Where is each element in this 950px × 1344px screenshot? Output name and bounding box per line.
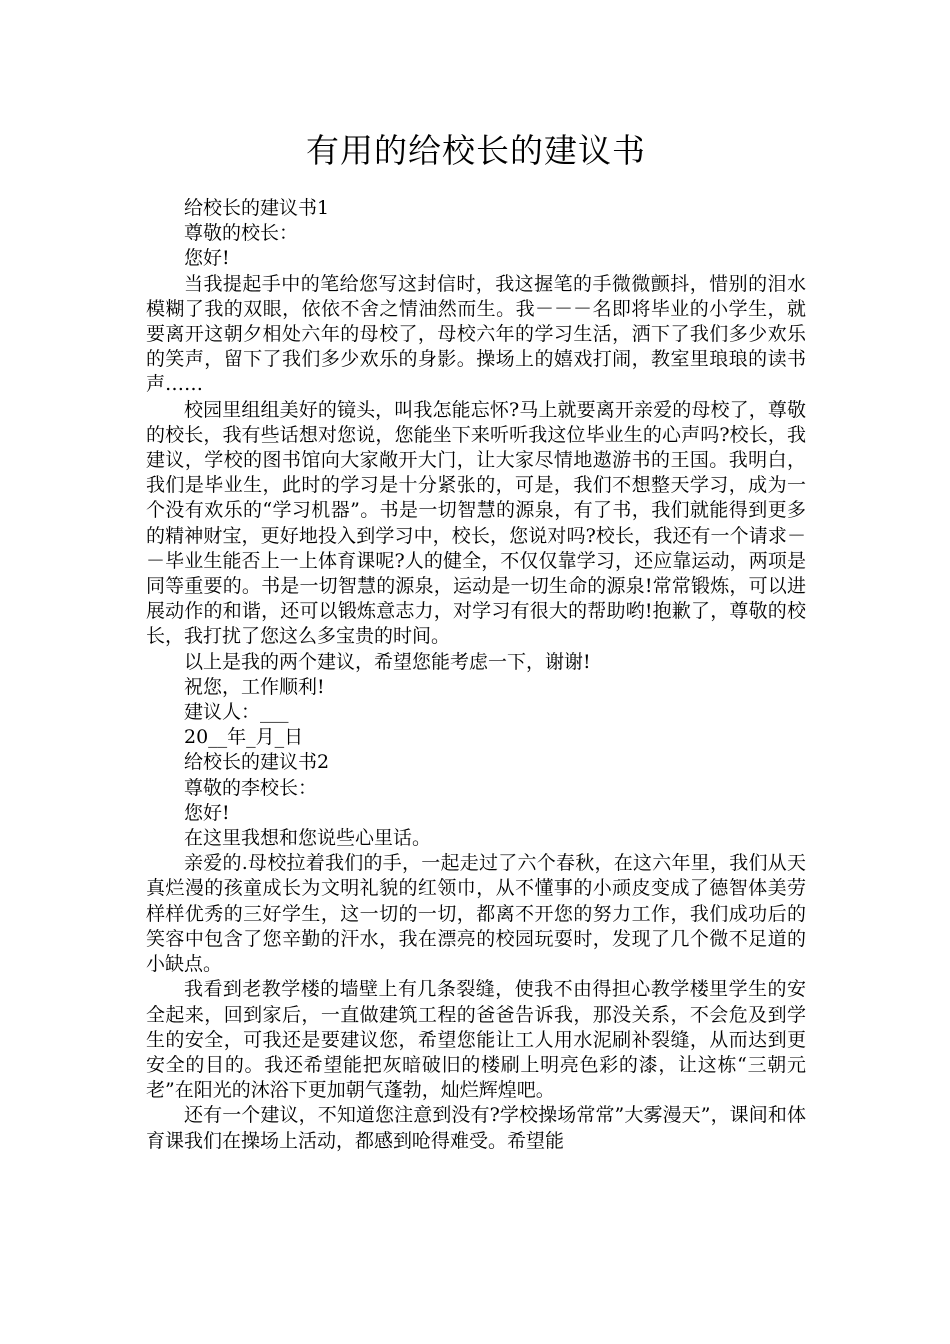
date-line: 20__年_月_日	[184, 726, 304, 749]
greeting: 您好!	[184, 801, 230, 824]
document-title: 有用的给校长的建议书	[306, 131, 646, 170]
salutation: 尊敬的校长：	[184, 222, 299, 245]
paragraph: 在这里我想和您说些心里话。	[184, 827, 432, 850]
paragraph: 以上是我的两个建议，希望您能考虑一下，谢谢!	[184, 650, 591, 673]
section-heading: 给校长的建议书1	[184, 197, 330, 219]
paragraph: 我看到老教学楼的墙壁上有几条裂缝，使我不由得担心教学楼里学生的安全起来，回到家后，一直做建筑工程的爸爸告诉我，那没关系，不会危及到学生的安全，可我还是要建议您，希望您能让工人用水泥刷补裂缝，从而达到更安全的目的。我还希望能把灰暗破旧的楼刷上明亮色彩的漆，让这栋“三朝元老”在阳光的沐浴下更加朝气蓬勃，灿烂辉煌吧。	[146, 978, 806, 1102]
paragraph: 还有一个建议，不知道您注意到没有?学校操场常常”大雾漫天”，课间和体育课我们在操场上活动，都感到呛得难受。希望能	[146, 1104, 806, 1152]
signature-line: 建议人：___	[184, 701, 289, 724]
document-body	[146, 196, 806, 1154]
salutation: 尊敬的李校长：	[184, 776, 318, 799]
paragraph: 亲爱的.母校拉着我们的手，一起走过了六个春秋，在这六年里，我们从天真烂漫的孩童成长为文明礼貌的红领巾，从不懂事的小顽皮变成了德智体美劳样样优秀的三好学生，这一切的一切，都离不开您的努力工作，我们成功后的笑容中包含了您辛勤的汗水，我在漂亮的校园玩耍时，发现了几个微不足道的小缺点。	[146, 852, 806, 976]
greeting: 您好!	[184, 247, 230, 270]
section-heading: 给校长的建议书2	[184, 751, 330, 774]
closing: 祝您，工作顺利!	[184, 675, 325, 698]
paragraph: 当我提起手中的笔给您写这封信时，我这握笔的手微微颤抖，惜别的泪水模糊了我的双眼，依依不舍之情油然而生。我－－－名即将毕业的小学生，就要离开这朝夕相处六年的母校了，母校六年的学习生活，洒下了我们多少欢乐的笑声，留下了我们多少欢乐的身影。操场上的嬉戏打闹，教室里琅琅的读书声……	[146, 272, 806, 396]
paragraph: 校园里组组美好的镜头，叫我怎能忘怀?马上就要离开亲爱的母校了，尊敬的校长，我有些话想对您说，您能坐下来听听我这位毕业生的心声吗?校长，我建议，学校的图书馆向大家敞开大门，让大家尽情地遨游书的王国。我明白，我们是毕业生，此时的学习是十分紧张的，可是，我们不想整天学习，成为一个没有欢乐的“学习机器”。书是一切智慧的源泉，有了书，我们就能得到更多的精神财宝，更好地投入到学习中，校长，您说对吗?校长，我还有一个请求－－毕业生能否上一上体育课呢?人的健全，不仅仅靠学习，还应靠运动，两项是同等重要的。书是一切智慧的源泉，运动是一切生命的源泉!常常锻炼，可以进展动作的和谐，还可以锻炼意志力，对学习有很大的帮助哟!抱歉了，尊敬的校长，我打扰了您这么多宝贵的时间。	[146, 398, 806, 648]
